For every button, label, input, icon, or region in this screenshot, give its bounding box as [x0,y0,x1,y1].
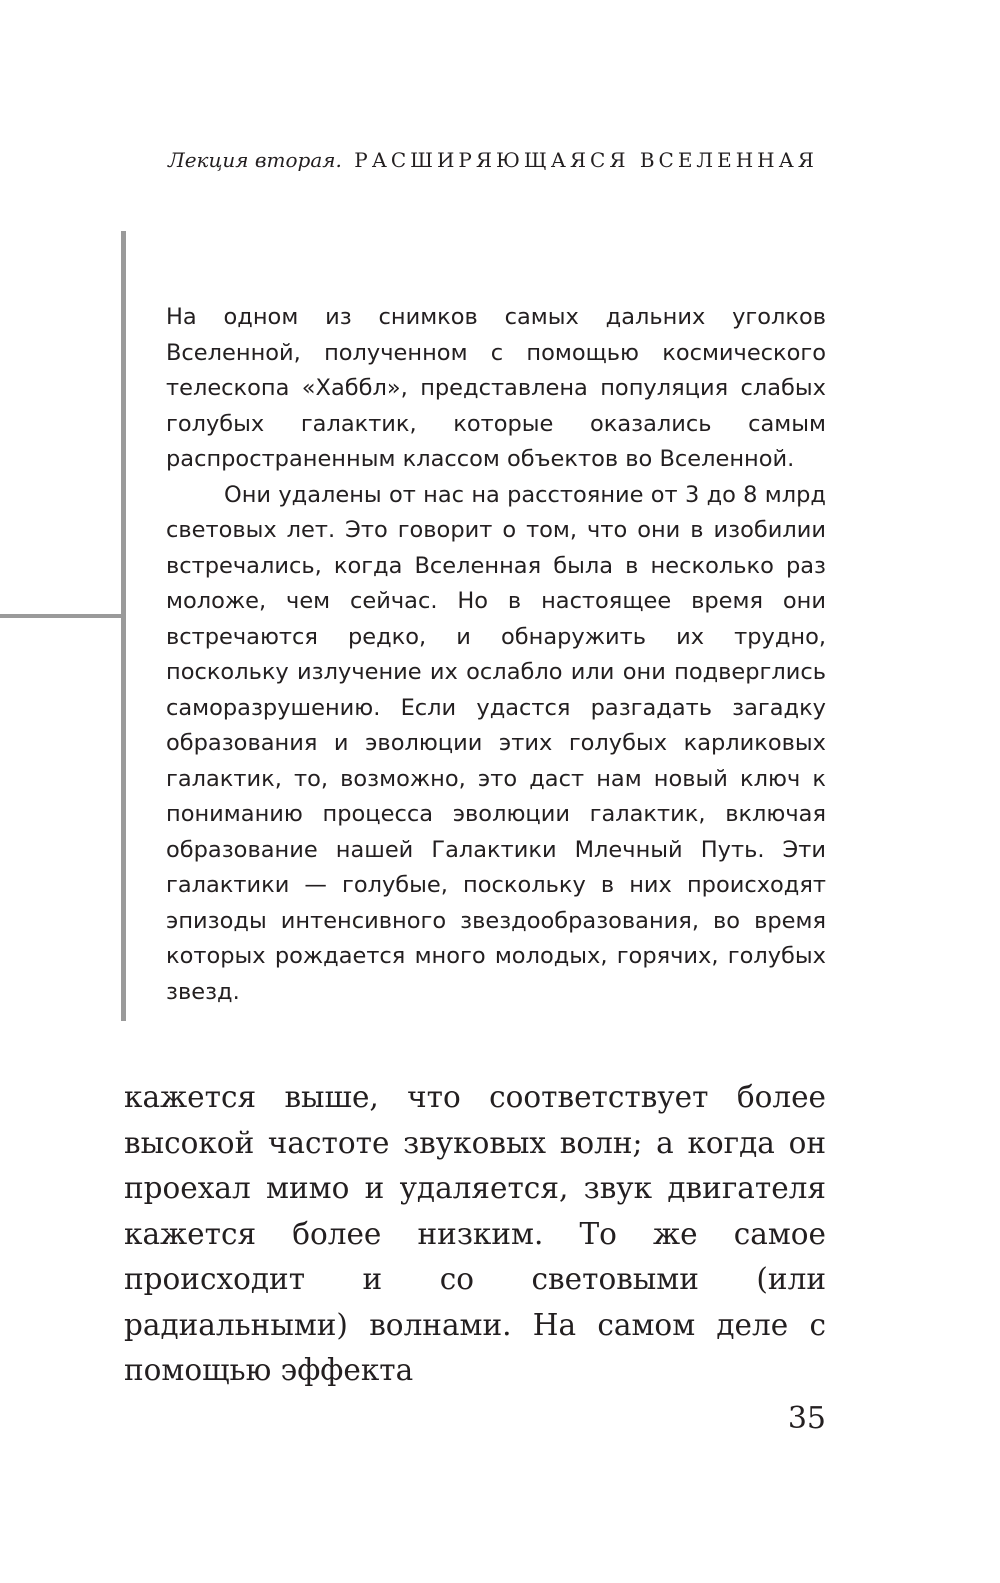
sidebar-box [166,300,826,1010]
page-number: 35 [787,1401,826,1436]
running-head [168,148,818,172]
sidebar-paragraph-2: Они удалены от нас на расстояние от 3 до 8 млрд световых лет. Это говорит о том, что они в изобилии встречались, когда Вселенная была в несколько раз моложе, чем сейчас. Но в настоящее время они встречаются редко, и обнаружить их трудно, поскольку излучение их ослабло или они подверглись саморазрушению. Если удастся разгадать загадку образования и эволюции этих голубых карликовых галактик, то, возможно, это даст нам новый ключ к пониманию процесса эволюции галактик, включая образование нашей Галактики Млечный Путь. Эти галактики — голубые, поскольку в них происходят эпизоды интенсивного звездообразования, во время которых рождается много молодых, горячих, голубых звезд. [166,481,826,1005]
lecture-label: Лекция вторая. [168,148,342,172]
body-paragraph: кажется выше, что соответствует более высокой частоте звуковых волн; а когда он проехал мимо и удаляется, звук двигателя кажется более низким. То же самое происходит и со световыми (или радиальными) волнами. На самом деле с помощью эффекта [124,1080,826,1387]
main-text [124,1075,826,1394]
chapter-title: РАСШИРЯЮЩАЯСЯ ВСЕЛЕННАЯ [354,148,818,172]
sidebar-horizontal-rule [0,614,121,618]
sidebar-paragraph-1: На одном из снимков самых дальних уголков Вселенной, полученном с помощью космического телескопа «Хаббл», представлена популяция слабых голубых галактик, которые оказались самым распространенным классом объектов во Вселенной. [166,304,826,472]
sidebar-vertical-bar [121,231,126,1021]
